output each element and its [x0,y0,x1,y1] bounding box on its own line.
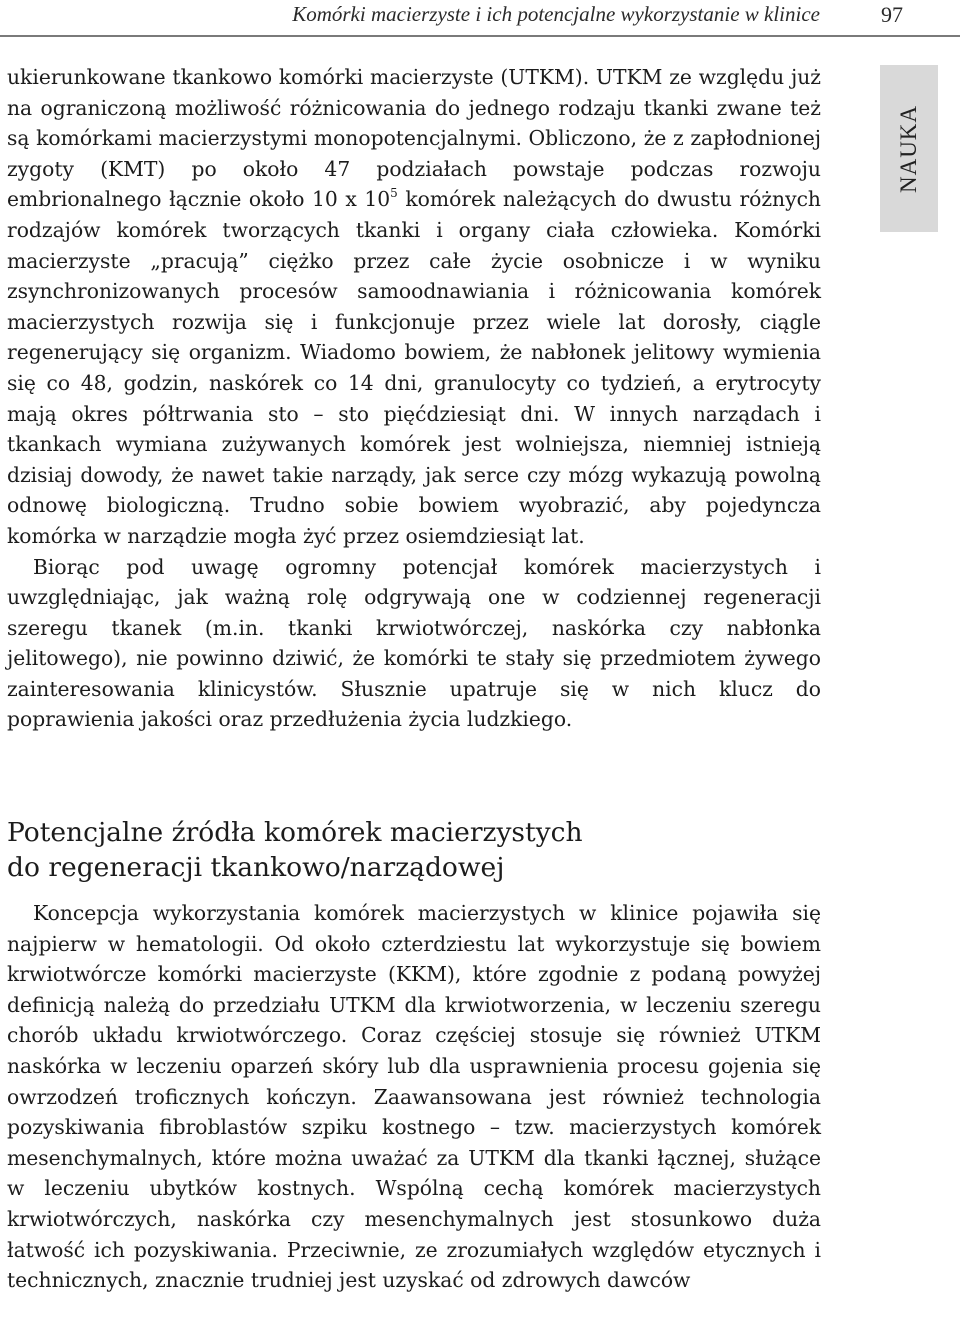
section-heading-line-2: do regeneracji tkankowo/narządowej [7,852,505,883]
running-header [0,0,960,36]
section-heading [7,815,827,885]
paragraph-1-text-b: komórek należących do dwustu różnych rodzajów komórek tworzących tkanki i organy ciała człowieka. Komórki macierzyste „pracują” ciężko przez całe życie osobnicze i w wyniku zsynchronizowanych procesów samoodnawiania i różnicowania komórek macierzystych rozwija się i funkcjonuje przez wiele lat dorosły, ciągle regenerujący się organizm. Wiadomo bowiem, że nabłonek jelitowy wymienia się co 48, godzin, naskórek co 14 dni, granulocyty co tydzień, a erytrocyty mają okres półtrwania sto – sto pięćdziesiąt dni. W innych narządach i tkankach wymiana zużywanych komórek jest wolniejsza, niemniej istnieją dzisiaj dowody, że nawet takie narządy, jak serce czy mózg wykazują powolną odnowę biologiczną. Trudno sobie bowiem wyobrazić, aby pojedyncza komórka w narządzie mogła żyć przez osiemdziesiąt lat. [7,187,821,548]
body-text-top [7,62,821,735]
running-title: Komórki macierzyste i ich potencjalne wykorzystanie w klinice [292,2,820,26]
page-number: 97 [881,2,903,27]
paragraph-1 [7,62,821,552]
paragraph-1-text-a: ukierunkowane tkankowo komórki macierzyste (UTKM). UTKM ze względu już na ograniczoną możliwość różnicowania do jednego rodzaju tkanki zwane też są komórkami macierzystymi monopotencjalnymi. Obliczono, że z zapłodnionej zygoty (KMT) po około 47 podziałach powstaje podczas rozwoju embrionalnego łącznie około 10 x 10 [7,65,821,212]
side-tab-label: NAUKA [896,104,921,193]
paragraph-1-superscript: 5 [390,186,398,201]
paragraph-2: Biorąc pod uwagę ogromny potencjał komórek macierzystych i uwzględniając, jak ważną rolę odgrywają one w codziennej regeneracji szeregu tkanek (m.in. tkanki krwiotwórczej, naskórka czy nabłonka jelitowego), nie powinno dziwić, że komórki te stały się przedmiotem żywego zainteresowania klinicystów. Słusznie upatruje się w nich klucz do poprawienia jakości oraz przedłużenia życia ludzkiego. [7,554,821,732]
paragraph-3: Koncepcja wykorzystania komórek macierzystych w klinice pojawiła się najpierw w hematologii. Od około czterdziestu lat wykorzystuje się bowiem krwiotwórcze komórki macierzyste (KKM), które zgodnie z podaną powyżej definicją należą do przedziału UTKM dla krwiotworzenia, w leczeniu szeregu chorób układu krwiotwórczego. Coraz częściej stosuje się również UTKM naskórka w leczeniu oparzeń skóry lub dla usprawnienia procesu gojenia się owrzodzeń troficznych kończyn. Zaawansowana jest również technologia pozyskiwania fibroblastów szpiku kostnego – tzw. macierzystych komórek mesenchymalnych, które można uważać za UTKM dla tkanki łącznej, służące w leczeniu ubytków kostnych. Wspólną cechą komórek macierzystych krwiotwórczych, naskórka czy mesenchymalnych jest stosunkowo duża łatwość ich pozyskiwania. Przeciwnie, ze zrozumiałych względów etycznych i technicznych, znacznie trudniej jest uzyskać od zdrowych dawców [7,901,821,1293]
section-side-tab [880,65,938,232]
body-text-section [7,898,821,1296]
section-heading-line-1: Potencjalne źródła komórek macierzystych [7,817,583,848]
header-rule [0,35,960,37]
